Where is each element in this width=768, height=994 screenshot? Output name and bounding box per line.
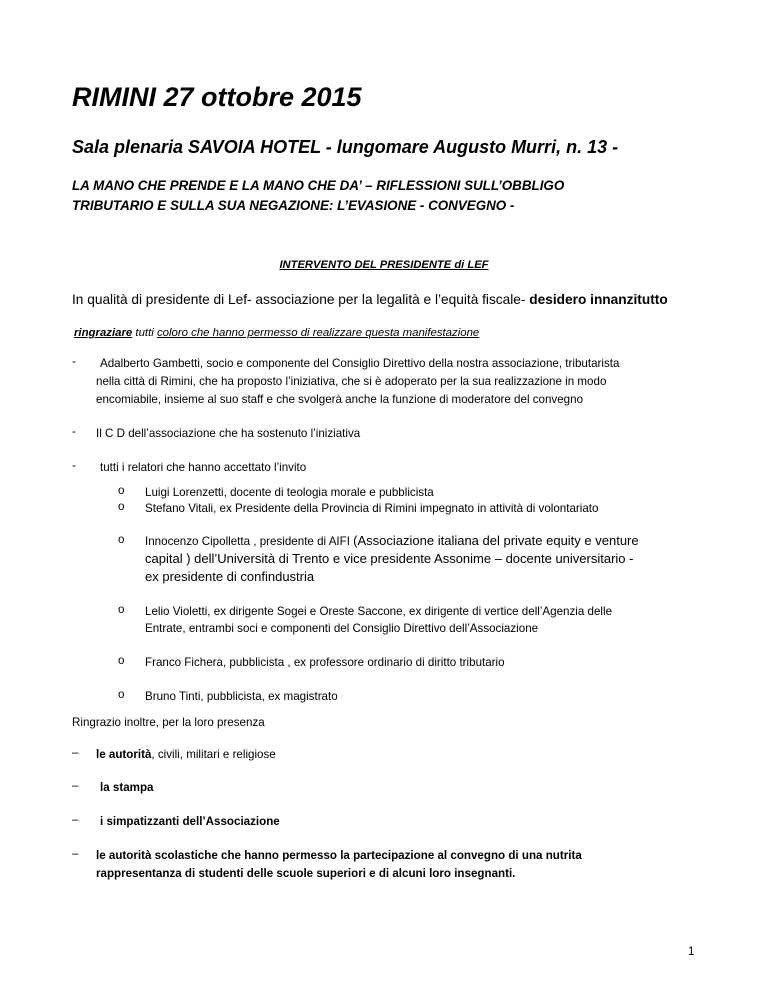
relatore-item: Lelio Violetti, ex dirigente Sogei e Oreste Saccone, ex dirigente di vertice dell’Agenzia delle xyxy=(145,605,613,618)
list-item-continuation: nella città di Rimini, che ha proposto l’iniziativa, che si è adoperato per la sua realizzazione in modo xyxy=(96,375,607,388)
dash-marker: – xyxy=(72,779,79,792)
dash-marker: – xyxy=(72,746,79,759)
venue-subtitle: Sala plenaria SAVOIA HOTEL - lungomare Augusto Murri, n. 13 - xyxy=(72,137,619,157)
relatore-item: Stefano Vitali, ex Presidente della Provincia di Rimini impegnato in attività di volontariato xyxy=(145,502,599,515)
relatore-continuation: Entrate, entrambi soci e componenti del Consiglio Direttivo dell’Associazione xyxy=(145,622,539,635)
presenza-item: le autorità scolastiche che hanno permesso la partecipazione al convegno di una nutrita xyxy=(96,849,582,862)
relatore-continuation: ex presidente di confindustria xyxy=(145,569,315,584)
intro-bold: desidero innanzitutto xyxy=(529,292,668,307)
circle-bullet-icon: o xyxy=(118,484,125,497)
circle-bullet-icon: o xyxy=(118,500,125,513)
list-item: Il C D dell’associazione che ha sostenuto l’iniziativa xyxy=(96,427,361,440)
relatore-item: Bruno Tinti, pubblicista, ex magistrato xyxy=(145,690,338,703)
dash-marker: - xyxy=(72,355,76,368)
presenza-continuation: rappresentanza di studenti delle scuole superiori e di alcuni loro insegnanti. xyxy=(96,867,516,880)
intro-text: In qualità di presidente di Lef- associazione per la legalità e l’equità fiscale- xyxy=(72,292,530,307)
ringraziare-line xyxy=(74,327,479,339)
circle-bullet-icon: o xyxy=(118,603,125,616)
list-item: tutti i relatori che hanno accettato l’invito xyxy=(100,461,307,474)
dash-marker: - xyxy=(72,459,76,472)
ringrazio-inoltre: Ringrazio inoltre, per la loro presenza xyxy=(72,716,265,729)
circle-bullet-icon: o xyxy=(118,688,125,701)
dash-marker: – xyxy=(72,813,79,826)
dash-marker: – xyxy=(72,847,79,860)
circle-bullet-icon: o xyxy=(118,654,125,667)
presenza-item: i simpatizzanti dell’Associazione xyxy=(100,815,280,828)
intervento-heading: INTERVENTO DEL PRESIDENTE di LEF xyxy=(279,259,489,271)
ringraziare-underlined: coloro che hanno permesso di realizzare questa manifestazione xyxy=(156,327,480,339)
page-number: 1 xyxy=(688,945,695,958)
ringraziare-bold: ringraziare xyxy=(74,327,133,339)
circle-bullet-icon: o xyxy=(118,533,125,546)
convegno-title-line-1: LA MANO CHE PRENDE E LA MANO CHE DA’ – RIFLESSIONI SULL’OBBLIGO xyxy=(72,178,565,193)
relatore-continuation: capital ) dell’Università di Trento e vice presidente Assonime – docente universitario - xyxy=(145,551,634,566)
list-item: Adalberto Gambetti, socio e componente del Consiglio Direttivo della nostra associazione, tributarista xyxy=(100,357,620,370)
relatore-item xyxy=(145,532,639,550)
presenza-rest: , civili, militari e religiose xyxy=(151,748,276,761)
ringraziare-rest: tutti xyxy=(132,327,157,339)
relatore-lead: Innocenzo Cipolletta , presidente di AIFI xyxy=(145,535,354,548)
list-item-continuation: encomiabile, insieme al suo staff e che svolgerà anche la funzione di moderatore del convegno xyxy=(96,393,584,406)
presenza-bold: le autorità xyxy=(96,748,152,761)
relatore-item: Franco Fichera, pubblicista , ex professore ordinario di diritto tributario xyxy=(145,656,505,669)
presenza-item: la stampa xyxy=(100,781,154,794)
presenza-item xyxy=(96,746,276,763)
relatore-detail: (Associazione italiana del private equity e venture xyxy=(353,533,639,548)
convegno-title-line-2: TRIBUTARIO E SULLA SUA NEGAZIONE: L’EVASIONE - CONVEGNO - xyxy=(72,198,515,213)
document-title: RIMINI 27 ottobre 2015 xyxy=(72,82,362,112)
relatore-item: Luigi Lorenzetti, docente di teologia morale e pubblicista xyxy=(145,486,434,499)
intro-paragraph xyxy=(72,292,668,307)
dash-marker: - xyxy=(72,425,76,438)
